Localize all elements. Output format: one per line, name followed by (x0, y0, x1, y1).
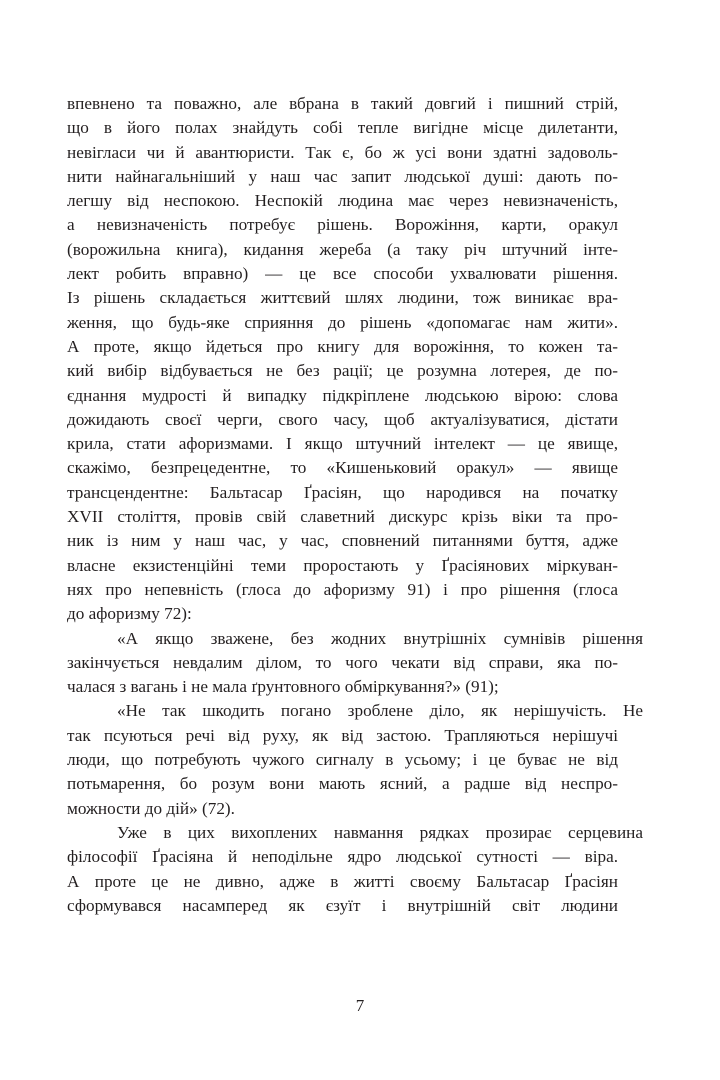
text-line (67, 311, 618, 335)
text-line-content: люди, що потребують чужого сигналу в усьому; і це буває не від (67, 750, 618, 770)
text-line-content: до афоризму 72): (67, 604, 192, 624)
text-line-content: власне екзистенційні теми проростають у Ґрасіянових міркуван- (67, 555, 618, 575)
text-line (67, 359, 618, 383)
paragraph (67, 92, 618, 627)
paragraph (67, 821, 643, 918)
text-line-content: можности до дій» (72). (67, 798, 235, 818)
text-line-content: дожидають своєї черги, свого часу, щоб актуалізуватися, дістати (67, 409, 618, 429)
text-line (67, 165, 618, 189)
text-line-content: потьмарення, бо розум вони мають ясний, а радше від неспро- (67, 774, 618, 794)
text-line (67, 116, 618, 140)
text-line (67, 408, 618, 432)
text-line (67, 724, 618, 748)
text-line (67, 238, 618, 262)
text-line (67, 845, 618, 869)
text-line-content: А проте, якщо йдеться про книгу для ворожіння, то кожен та- (67, 336, 618, 356)
text-line (67, 554, 618, 578)
text-line (67, 627, 643, 651)
text-line-content: ник із ним у наш час, у час, сповнений питаннями буття, адже (67, 531, 618, 551)
text-line (67, 578, 618, 602)
text-line (67, 384, 618, 408)
text-line-content: закінчується невдалим ділом, то чого чекати від справи, яка по- (67, 652, 618, 672)
text-line-content: нити найнагальніший у наш час запит людської душі: дають по- (67, 166, 618, 186)
text-line (67, 262, 618, 286)
text-line-content: так псуються речі від руху, як від застою. Трапляються нерішучі (67, 725, 618, 745)
text-line-content: а невизначеність потребує рішень. Ворожіння, карти, оракул (67, 215, 618, 235)
text-line-content: єднання мудрості й випадку підкріплене людською вірою: слова (67, 385, 618, 405)
text-line-content: філософії Ґрасіяна й неподільне ядро людської сутності — віра. (67, 847, 618, 867)
text-line-content: скажімо, безпрецедентне, то «Кишеньковий оракул» — явище (67, 458, 618, 478)
text-line (67, 213, 618, 237)
page-body (67, 92, 643, 918)
text-line (67, 529, 618, 553)
text-line (67, 92, 618, 116)
text-line-content: невігласи чи й авантюристи. Так є, бо ж усі вони здатні задоволь- (67, 142, 618, 162)
text-line (67, 481, 618, 505)
text-line (67, 772, 618, 796)
text-line (67, 141, 618, 165)
quote-paragraph (67, 627, 643, 700)
quote-paragraph (67, 699, 643, 820)
text-line-content: А проте це не дивно, адже в житті своєму Бальтасар Ґрасіян (67, 871, 618, 891)
text-line-content: трансцендентне: Бальтасар Ґрасіян, що народився на початку (67, 482, 618, 502)
text-line-content: крила, стати афоризмами. І якщо штучний інтелект — це явище, (67, 434, 618, 454)
text-line (67, 797, 618, 821)
text-line-content: кий вибір відбувається не без рації; це розумна лотерея, де по- (67, 361, 618, 381)
text-line (67, 870, 618, 894)
text-line (67, 894, 618, 918)
text-line-content: лект робить вправно) — це все способи ухвалювати рішення. (67, 264, 618, 284)
text-line-content: «А якщо зважене, без жодних внутрішніх сумнівів рішення (117, 628, 643, 648)
text-line-content: чалася з вагань і не мала ґрунтовного обміркування?» (91); (67, 677, 499, 697)
text-line (67, 748, 618, 772)
text-line (67, 675, 618, 699)
text-line (67, 286, 618, 310)
text-line (67, 505, 618, 529)
text-line (67, 699, 643, 723)
text-line-content: XVII століття, провів свій славетний дискурс крізь віки та про- (67, 507, 618, 527)
text-line-content: що в його полах знайдуть собі тепле вигідне місце дилетанти, (67, 118, 618, 138)
text-line-content: Із рішень складається життєвий шлях людини, тож виникає вра- (67, 288, 618, 308)
text-line-content: ження, що будь-яке сприяння до рішень «допомагає нам жити». (67, 312, 618, 332)
text-line-content: (ворожильна книга), кидання жереба (а таку річ штучний інте- (67, 239, 618, 259)
text-line (67, 432, 618, 456)
text-line (67, 456, 618, 480)
text-line (67, 602, 618, 626)
text-line-content: легшу від неспокою. Неспокій людина має через невизначеність, (67, 191, 618, 211)
page-number: 7 (355, 996, 365, 1015)
text-line (67, 335, 618, 359)
text-line (67, 651, 618, 675)
text-line-content: нях про непевність (глоса до афоризму 91) і про рішення (глоса (67, 579, 618, 599)
text-line-content: Уже в цих вихоплених навмання рядках прозирає серцевина (117, 822, 643, 842)
text-line (67, 189, 618, 213)
text-line-content: «Не так шкодить погано зроблене діло, як нерішучість. Не (117, 701, 643, 721)
text-line-content: впевнено та поважно, але вбрана в такий довгий і пишний стрій, (67, 94, 618, 113)
text-line (67, 821, 643, 845)
text-line-content: сформувався насамперед як єзуїт і внутрішній світ людини (67, 895, 618, 915)
